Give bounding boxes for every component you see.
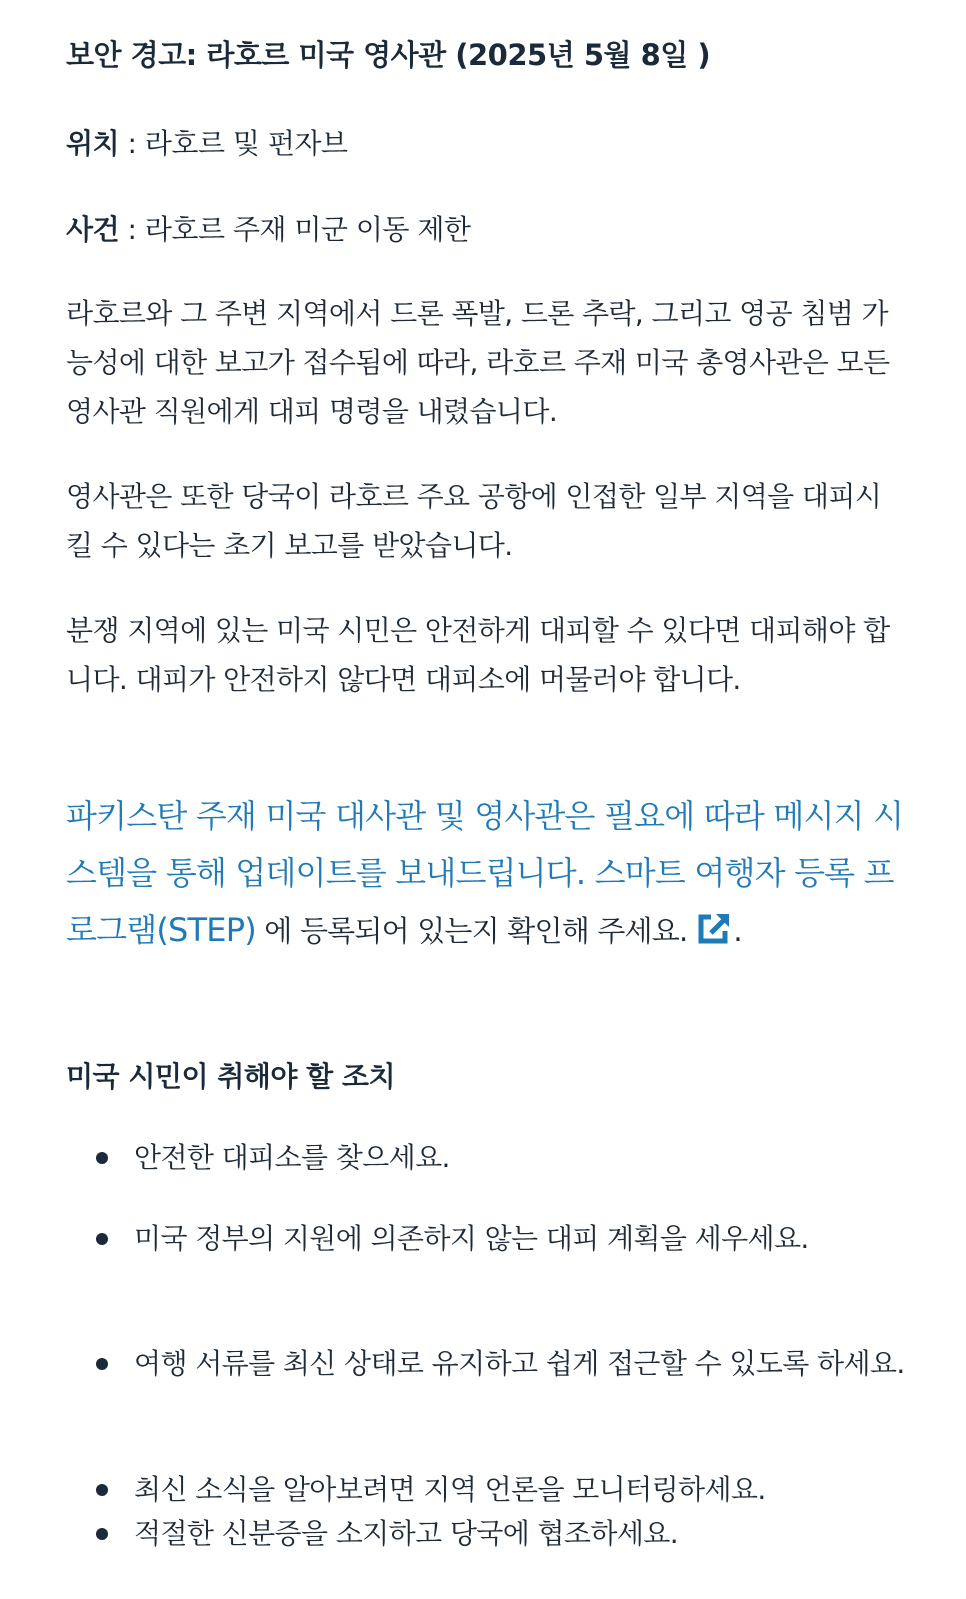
list-item-text: 적절한 신분증을 소지하고 당국에 협조하세요. <box>134 1517 679 1550</box>
event-value: : 라호르 주재 미군 이동 제한 <box>119 213 471 246</box>
bullet-icon <box>96 1233 108 1245</box>
bullet-icon <box>96 1528 108 1540</box>
step-paragraph <box>66 788 906 960</box>
paragraph-evacuation-order: 라호르와 그 주변 지역에서 드론 폭발, 드론 추락, 그리고 영공 침범 가능성에 대한 보고가 접수됨에 따라, 라호르 주재 미국 총영사관은 모든 영사관 직원에게 대피 명령을 내렸습니다. <box>66 297 890 428</box>
actions-heading: 미국 시민이 취해야 할 조치 <box>66 1060 396 1093</box>
list-item-text: 미국 정부의 지원에 의존하지 않는 대피 계획을 세우세요. <box>134 1222 809 1255</box>
location-value: : 라호르 및 펀자브 <box>119 127 348 160</box>
bullet-icon <box>96 1152 108 1164</box>
step-period: . <box>733 914 742 948</box>
bullet-icon <box>96 1484 108 1496</box>
step-link[interactable]: 파키스탄 주재 미국 대사관 및 영사관은 필요에 따라 메시지 시스템을 통해 업데이트를 보내드립니다. 스마트 여행자 등록 프로그램(STEP) <box>66 797 904 949</box>
alert-title: 보안 경고: 라호르 미국 영사관 (2025년 5월 8일 ) <box>66 38 711 72</box>
event-line <box>66 208 470 248</box>
list-item-text: 안전한 대피소를 찾으세요. <box>134 1141 450 1174</box>
paragraph-airport-report: 영사관은 또한 당국이 라호르 주요 공항에 인접한 일부 지역을 대피시킬 수 있다는 초기 보고를 받았습니다. <box>66 480 882 562</box>
step-tail-text: 에 등록되어 있는지 확인해 주세요. <box>255 914 688 948</box>
paragraph-shelter-advice: 분쟁 지역에 있는 미국 시민은 안전하게 대피할 수 있다면 대피해야 합니다. 대피가 안전하지 않다면 대피소에 머물러야 합니다. <box>66 614 890 696</box>
list-item <box>66 1135 934 1180</box>
list-item-text: 최신 소식을 알아보려면 지역 언론을 모니터링하세요. <box>134 1473 766 1506</box>
location-label: 위치 <box>66 127 120 160</box>
list-item <box>66 1511 934 1556</box>
external-link-icon[interactable] <box>695 908 733 946</box>
list-item <box>66 1341 934 1386</box>
bullet-icon <box>96 1358 108 1370</box>
list-item-text: 여행 서류를 최신 상태로 유지하고 쉽게 접근할 수 있도록 하세요. <box>134 1347 905 1380</box>
location-line <box>66 122 347 162</box>
list-item <box>66 1216 934 1261</box>
list-item <box>66 1467 934 1512</box>
event-label: 사건 <box>66 213 120 246</box>
